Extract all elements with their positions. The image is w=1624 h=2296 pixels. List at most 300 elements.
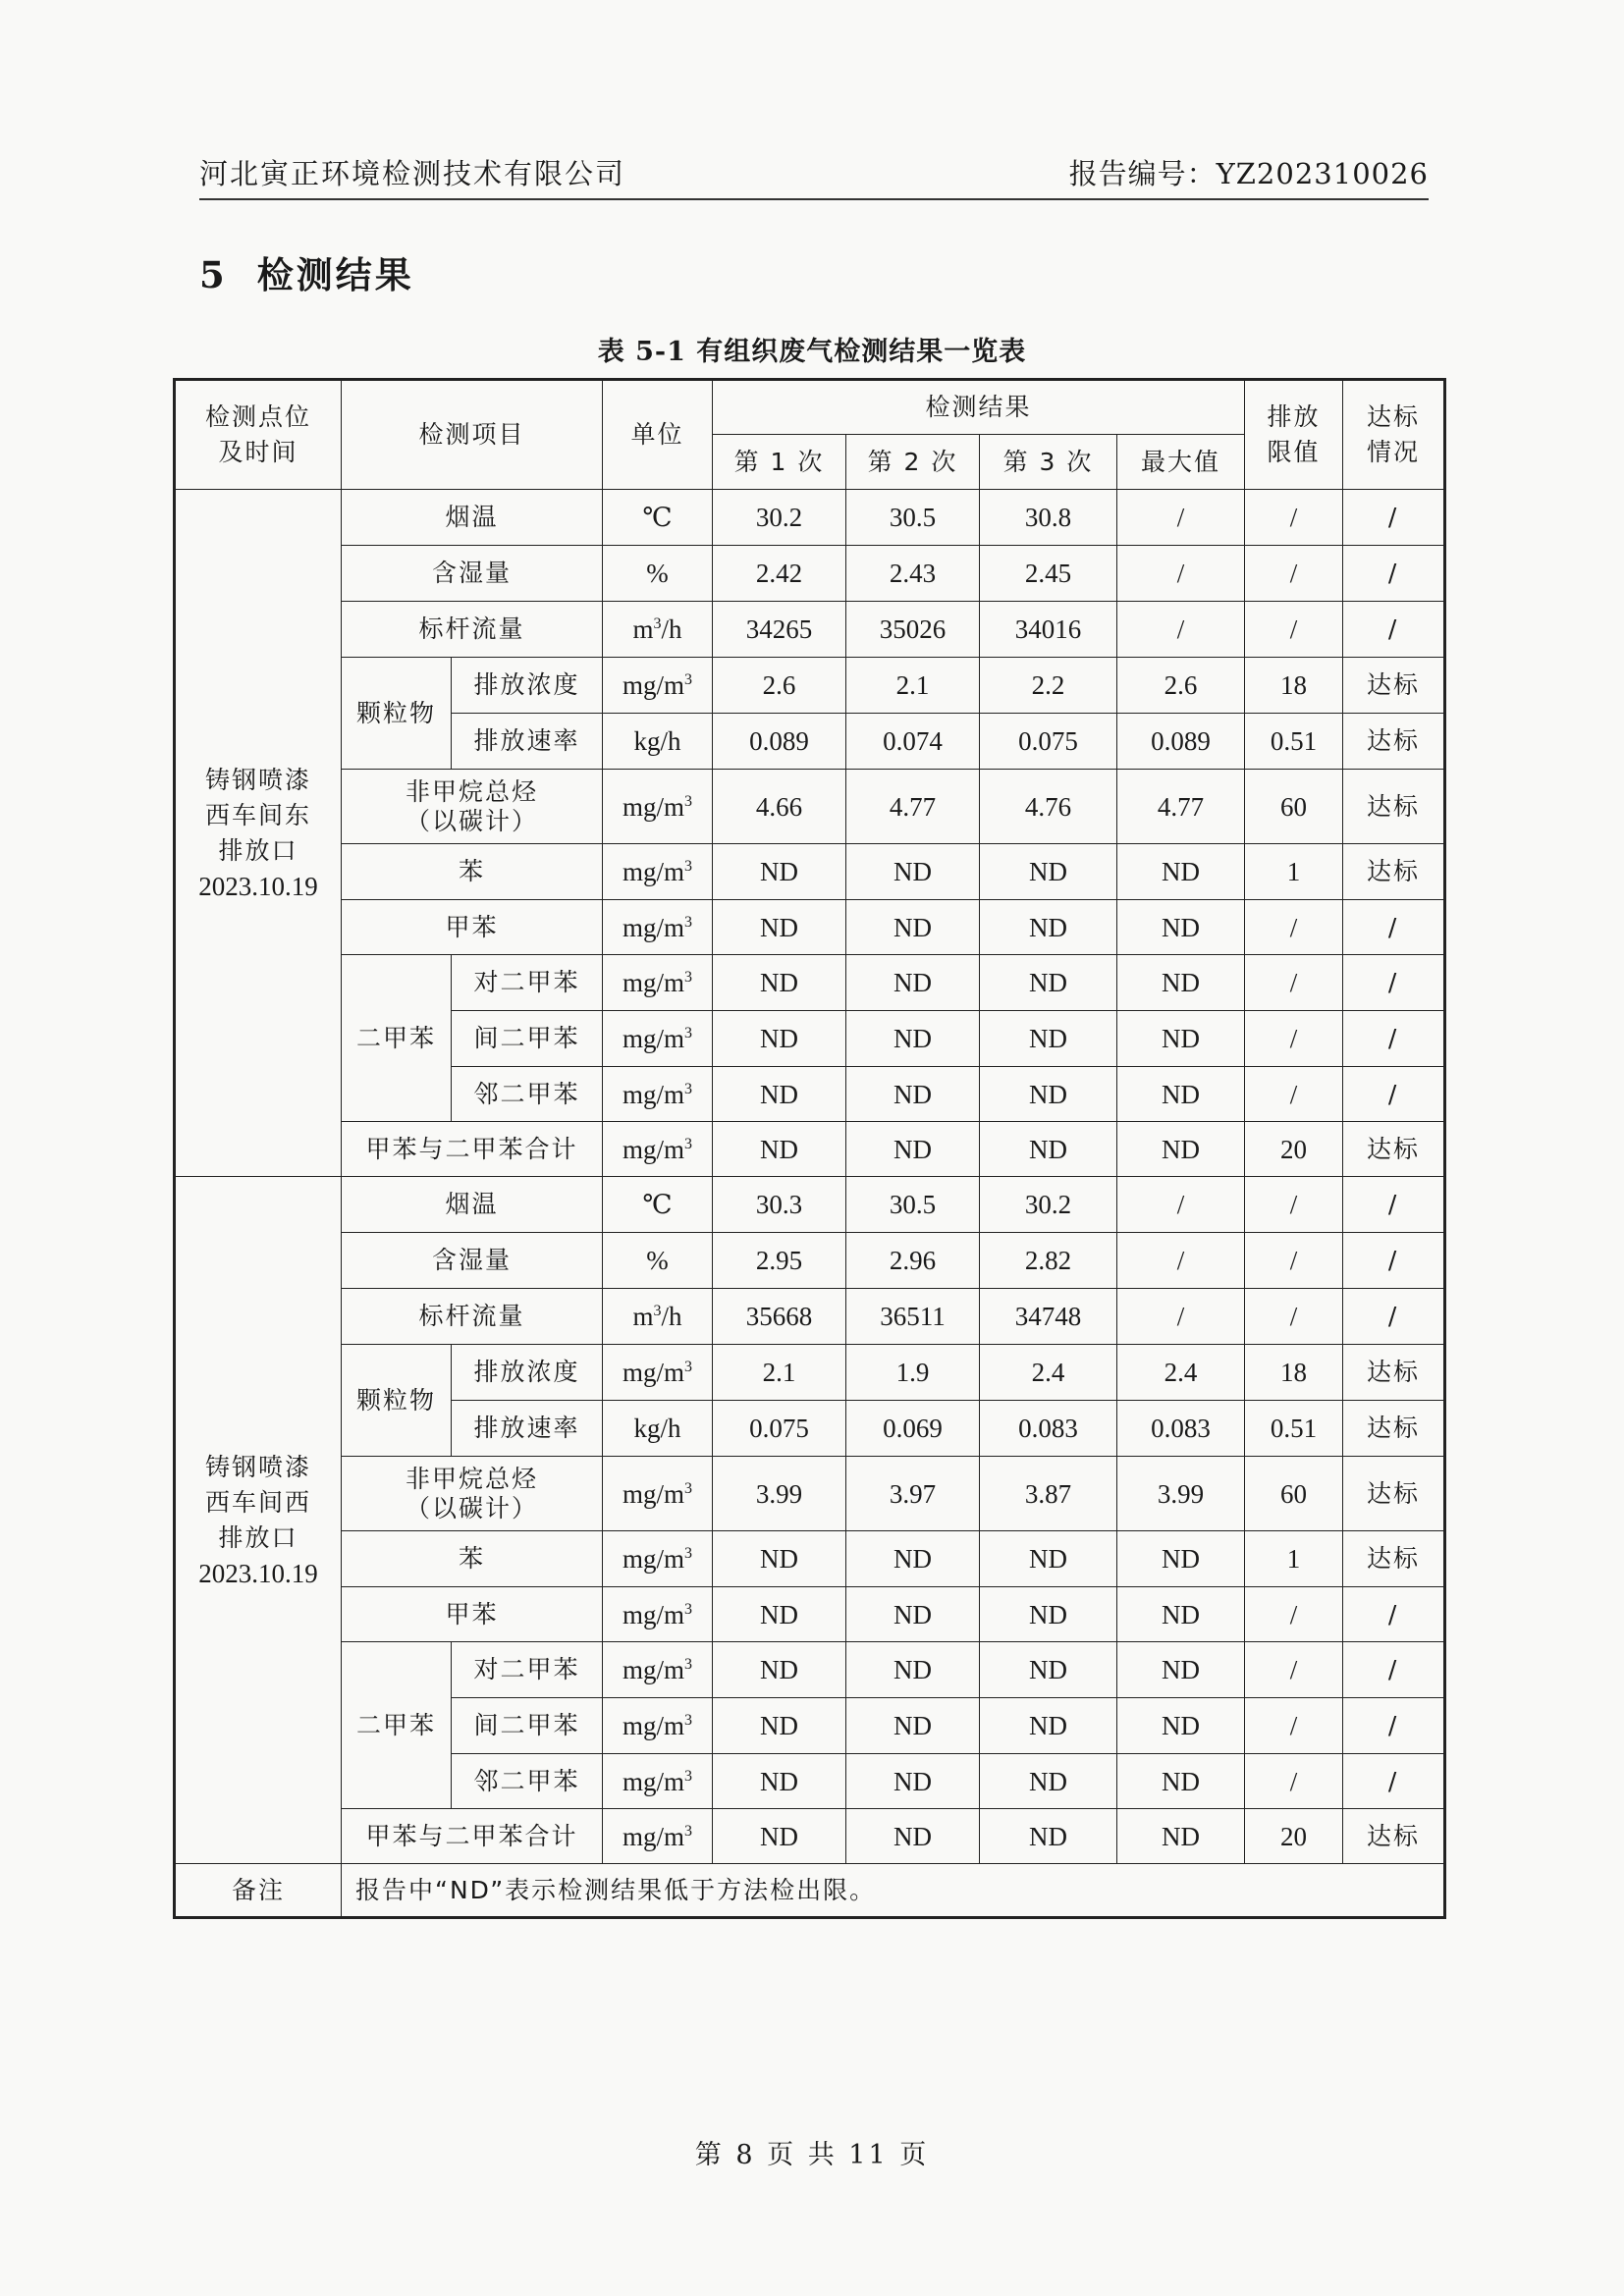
section-heading: 检测结果 bbox=[256, 253, 414, 296]
status-value: / bbox=[1343, 1289, 1445, 1345]
item-label: 甲苯 bbox=[342, 900, 603, 955]
run3-value: 2.4 bbox=[980, 1345, 1117, 1401]
unit-text: ℃ bbox=[642, 1190, 673, 1219]
run1-value: 0.075 bbox=[713, 1401, 846, 1457]
run1-value: 30.3 bbox=[713, 1177, 846, 1233]
unit-cell bbox=[603, 546, 713, 602]
unit-superscript: 3 bbox=[684, 1025, 693, 1041]
limit-value: / bbox=[1245, 602, 1343, 658]
max-value: ND bbox=[1117, 844, 1245, 900]
max-value: / bbox=[1117, 546, 1245, 602]
limit-value: / bbox=[1245, 1067, 1343, 1122]
run3-value: ND bbox=[980, 1809, 1117, 1864]
limit-value: / bbox=[1245, 1698, 1343, 1754]
unit-base: mg/m bbox=[623, 1478, 685, 1509]
limit-value: 1 bbox=[1245, 1531, 1343, 1587]
col-location-header bbox=[175, 380, 342, 490]
unit-base: mg/m bbox=[623, 912, 685, 942]
results-table bbox=[173, 378, 1446, 1919]
run3-value: ND bbox=[980, 1587, 1117, 1642]
unit-superscript: 3 bbox=[684, 1656, 693, 1673]
unit-cell bbox=[603, 658, 713, 714]
location-line: 铸钢喷漆 bbox=[204, 765, 311, 794]
table-row bbox=[175, 1345, 1445, 1401]
unit-cell bbox=[603, 1401, 713, 1457]
table-row bbox=[175, 1122, 1445, 1177]
max-value: / bbox=[1117, 1233, 1245, 1289]
col-location-line-2: 及时间 bbox=[218, 438, 298, 466]
status-value: 达标 bbox=[1343, 1457, 1445, 1531]
run2-value: 30.5 bbox=[846, 1177, 980, 1233]
remark-text: 报告中“ND”表示检测结果低于方法检出限。 bbox=[342, 1864, 1445, 1918]
xylene-label: 二甲苯 bbox=[342, 1642, 452, 1809]
run2-value: 30.5 bbox=[846, 490, 980, 546]
status-value: / bbox=[1343, 602, 1445, 658]
location-date: 2023.10.19 bbox=[198, 871, 318, 901]
limit-value: / bbox=[1245, 1177, 1343, 1233]
run3-value: 2.82 bbox=[980, 1233, 1117, 1289]
run3-value: 34016 bbox=[980, 602, 1117, 658]
max-value: / bbox=[1117, 1289, 1245, 1345]
location-date: 2023.10.19 bbox=[198, 1558, 318, 1588]
status-value: / bbox=[1343, 955, 1445, 1011]
col-results-header: 检测结果 bbox=[713, 380, 1245, 435]
item-label: 对二甲苯 bbox=[452, 1642, 603, 1698]
unit-cell bbox=[603, 1233, 713, 1289]
unit-cell bbox=[603, 1531, 713, 1587]
unit-cell bbox=[603, 1011, 713, 1067]
max-value: ND bbox=[1117, 1809, 1245, 1864]
item-label: 间二甲苯 bbox=[452, 1698, 603, 1754]
max-value: / bbox=[1117, 490, 1245, 546]
limit-value: / bbox=[1245, 1289, 1343, 1345]
run1-value: 2.42 bbox=[713, 546, 846, 602]
max-value: 0.089 bbox=[1117, 714, 1245, 770]
run1-value: 2.95 bbox=[713, 1233, 846, 1289]
status-value: / bbox=[1343, 1177, 1445, 1233]
unit-cell bbox=[603, 1122, 713, 1177]
limit-value: / bbox=[1245, 1587, 1343, 1642]
table-caption: 表 5-1 有组织废气检测结果一览表 bbox=[597, 337, 1027, 367]
status-value: 达标 bbox=[1343, 770, 1445, 844]
unit-superscript: 3 bbox=[684, 1359, 693, 1375]
col-run1-header: 第 1 次 bbox=[713, 435, 846, 490]
col-limit-line-2: 限值 bbox=[1267, 438, 1321, 466]
item-label: 排放速率 bbox=[452, 1401, 603, 1457]
unit-cell bbox=[603, 1345, 713, 1401]
unit-base: mg/m bbox=[623, 791, 685, 822]
run2-value: ND bbox=[846, 1698, 980, 1754]
unit-superscript: 3 bbox=[684, 1135, 693, 1152]
status-value: / bbox=[1343, 1587, 1445, 1642]
col-limit-line-1: 排放 bbox=[1267, 402, 1321, 431]
run1-value: ND bbox=[713, 900, 846, 955]
status-value: / bbox=[1343, 1067, 1445, 1122]
table-row bbox=[175, 955, 1445, 1011]
unit-text: % bbox=[646, 1246, 669, 1275]
unit-base: m bbox=[632, 614, 654, 644]
run3-value: 0.075 bbox=[980, 714, 1117, 770]
unit-cell bbox=[603, 770, 713, 844]
item-label: 对二甲苯 bbox=[452, 955, 603, 1011]
item-line: 非甲烷总烃 bbox=[406, 776, 539, 806]
run3-value: ND bbox=[980, 1531, 1117, 1587]
item-label bbox=[342, 770, 603, 844]
limit-value: / bbox=[1245, 546, 1343, 602]
unit-superscript: 3 bbox=[684, 671, 693, 688]
run3-value: 30.8 bbox=[980, 490, 1117, 546]
col-item-header: 检测项目 bbox=[342, 380, 603, 490]
max-value: ND bbox=[1117, 1011, 1245, 1067]
unit-superscript: 3 bbox=[684, 1822, 693, 1840]
run2-value: ND bbox=[846, 1011, 980, 1067]
status-value: 达标 bbox=[1343, 1531, 1445, 1587]
col-max-header: 最大值 bbox=[1117, 435, 1245, 490]
unit-text: kg/h bbox=[633, 1414, 681, 1443]
particulate-label: 颗粒物 bbox=[342, 1345, 452, 1457]
limit-value: 60 bbox=[1245, 1457, 1343, 1531]
unit-base: mg/m bbox=[623, 1711, 685, 1740]
col-status-header bbox=[1343, 380, 1445, 490]
company-name: 河北寅正环境检测技术有限公司 bbox=[199, 157, 626, 190]
unit-superscript: 3 bbox=[684, 858, 693, 875]
run1-value: ND bbox=[713, 1809, 846, 1864]
run2-value: 35026 bbox=[846, 602, 980, 658]
item-label: 甲苯与二甲苯合计 bbox=[342, 1809, 603, 1864]
table-row bbox=[175, 546, 1445, 602]
run2-value: 2.1 bbox=[846, 658, 980, 714]
run2-value: 0.074 bbox=[846, 714, 980, 770]
col-run3-header: 第 3 次 bbox=[980, 435, 1117, 490]
limit-value: / bbox=[1245, 955, 1343, 1011]
location-cell bbox=[175, 490, 342, 1177]
location-line: 西车间西 bbox=[204, 1487, 311, 1517]
run2-value: ND bbox=[846, 1809, 980, 1864]
table-row bbox=[175, 602, 1445, 658]
run3-value: ND bbox=[980, 1698, 1117, 1754]
item-label: 排放浓度 bbox=[452, 658, 603, 714]
run3-value: 34748 bbox=[980, 1289, 1117, 1345]
item-label bbox=[342, 1457, 603, 1531]
limit-value: 18 bbox=[1245, 1345, 1343, 1401]
run3-value: 30.2 bbox=[980, 1177, 1117, 1233]
unit-tail: /h bbox=[661, 1302, 682, 1331]
run2-value: 4.77 bbox=[846, 770, 980, 844]
run2-value: ND bbox=[846, 1642, 980, 1698]
status-value: 达标 bbox=[1343, 844, 1445, 900]
item-label: 标杆流量 bbox=[342, 602, 603, 658]
run2-value: ND bbox=[846, 1531, 980, 1587]
item-label: 排放速率 bbox=[452, 714, 603, 770]
table-row bbox=[175, 1642, 1445, 1698]
status-value: / bbox=[1343, 1011, 1445, 1067]
item-label: 苯 bbox=[342, 1531, 603, 1587]
unit-base: mg/m bbox=[623, 1358, 685, 1387]
max-value: 2.6 bbox=[1117, 658, 1245, 714]
run1-value: 2.1 bbox=[713, 1345, 846, 1401]
unit-cell bbox=[603, 714, 713, 770]
run2-value: ND bbox=[846, 1067, 980, 1122]
location-line: 西车间东 bbox=[204, 800, 311, 829]
run1-value: ND bbox=[713, 955, 846, 1011]
limit-value: / bbox=[1245, 1233, 1343, 1289]
page-header bbox=[199, 149, 1429, 200]
col-location-line-1: 检测点位 bbox=[204, 402, 311, 431]
table-row bbox=[175, 1587, 1445, 1642]
run1-value: ND bbox=[713, 1531, 846, 1587]
max-value: 0.083 bbox=[1117, 1401, 1245, 1457]
run2-value: ND bbox=[846, 1587, 980, 1642]
unit-cell bbox=[603, 1698, 713, 1754]
unit-superscript: 3 bbox=[653, 615, 662, 632]
location-line: 铸钢喷漆 bbox=[204, 1452, 311, 1481]
col-unit-header: 单位 bbox=[603, 380, 713, 490]
status-value: 达标 bbox=[1343, 1122, 1445, 1177]
run1-value: 35668 bbox=[713, 1289, 846, 1345]
limit-value: / bbox=[1245, 1642, 1343, 1698]
run1-value: ND bbox=[713, 844, 846, 900]
run2-value: 1.9 bbox=[846, 1345, 980, 1401]
unit-text: ℃ bbox=[642, 503, 673, 532]
unit-superscript: 3 bbox=[684, 969, 693, 986]
limit-value: / bbox=[1245, 1011, 1343, 1067]
status-value: / bbox=[1343, 1642, 1445, 1698]
max-value: / bbox=[1117, 1177, 1245, 1233]
run1-value: 0.089 bbox=[713, 714, 846, 770]
unit-cell bbox=[603, 1809, 713, 1864]
run3-value: 2.2 bbox=[980, 658, 1117, 714]
run1-value: ND bbox=[713, 1698, 846, 1754]
particulate-label: 颗粒物 bbox=[342, 658, 452, 770]
run1-value: 3.99 bbox=[713, 1457, 846, 1531]
max-value: ND bbox=[1117, 1122, 1245, 1177]
col-limit-header bbox=[1245, 380, 1343, 490]
run3-value: ND bbox=[980, 1011, 1117, 1067]
table-row bbox=[175, 1289, 1445, 1345]
max-value: ND bbox=[1117, 1642, 1245, 1698]
max-value: 3.99 bbox=[1117, 1457, 1245, 1531]
run1-value: 4.66 bbox=[713, 770, 846, 844]
limit-value: 18 bbox=[1245, 658, 1343, 714]
unit-base: mg/m bbox=[623, 1599, 685, 1629]
run2-value: ND bbox=[846, 1754, 980, 1809]
max-value: ND bbox=[1117, 1698, 1245, 1754]
col-status-line-1: 达标 bbox=[1367, 402, 1421, 431]
status-value: 达标 bbox=[1343, 714, 1445, 770]
unit-text: % bbox=[646, 559, 669, 588]
status-value: / bbox=[1343, 1698, 1445, 1754]
run1-value: ND bbox=[713, 1011, 846, 1067]
unit-base: mg/m bbox=[623, 1766, 685, 1796]
run2-value: 2.96 bbox=[846, 1233, 980, 1289]
unit-cell bbox=[603, 844, 713, 900]
unit-cell bbox=[603, 900, 713, 955]
limit-value: 0.51 bbox=[1245, 1401, 1343, 1457]
table-row bbox=[175, 844, 1445, 900]
run2-value: 0.069 bbox=[846, 1401, 980, 1457]
table-row bbox=[175, 1531, 1445, 1587]
table-row bbox=[175, 658, 1445, 714]
status-value: 达标 bbox=[1343, 1809, 1445, 1864]
unit-superscript: 3 bbox=[684, 1712, 693, 1729]
item-line: 非甲烷总烃 bbox=[406, 1464, 539, 1493]
status-value: 达标 bbox=[1343, 1345, 1445, 1401]
run1-value: 30.2 bbox=[713, 490, 846, 546]
run2-value: 2.43 bbox=[846, 546, 980, 602]
run3-value: ND bbox=[980, 1754, 1117, 1809]
limit-value: 20 bbox=[1245, 1809, 1343, 1864]
run3-value: ND bbox=[980, 844, 1117, 900]
run1-value: ND bbox=[713, 1587, 846, 1642]
unit-cell bbox=[603, 1177, 713, 1233]
run1-value: 2.6 bbox=[713, 658, 846, 714]
unit-cell bbox=[603, 1457, 713, 1531]
status-value: / bbox=[1343, 900, 1445, 955]
unit-superscript: 3 bbox=[684, 1479, 693, 1497]
table-row bbox=[175, 490, 1445, 546]
max-value: ND bbox=[1117, 900, 1245, 955]
run2-value: ND bbox=[846, 844, 980, 900]
status-value: / bbox=[1343, 1754, 1445, 1809]
unit-superscript: 3 bbox=[684, 1600, 693, 1618]
unit-base: m bbox=[632, 1302, 654, 1331]
limit-value: 1 bbox=[1245, 844, 1343, 900]
run1-value: ND bbox=[713, 1642, 846, 1698]
table-row bbox=[175, 770, 1445, 844]
unit-base: mg/m bbox=[623, 968, 685, 997]
unit-cell bbox=[603, 1067, 713, 1122]
status-value: 达标 bbox=[1343, 1401, 1445, 1457]
run2-value: 36511 bbox=[846, 1289, 980, 1345]
unit-superscript: 3 bbox=[684, 913, 693, 931]
status-value: 达标 bbox=[1343, 658, 1445, 714]
table-row bbox=[175, 900, 1445, 955]
run2-value: ND bbox=[846, 900, 980, 955]
location-line: 排放口 bbox=[218, 1522, 298, 1552]
item-label: 烟温 bbox=[342, 490, 603, 546]
run3-value: 0.083 bbox=[980, 1401, 1117, 1457]
unit-tail: /h bbox=[661, 614, 682, 644]
run3-value: 3.87 bbox=[980, 1457, 1117, 1531]
remark-label: 备注 bbox=[175, 1864, 342, 1918]
xylene-label: 二甲苯 bbox=[342, 955, 452, 1122]
page-footer: 第 8 页 共 11 页 bbox=[694, 2140, 930, 2170]
status-value: / bbox=[1343, 1233, 1445, 1289]
max-value: 2.4 bbox=[1117, 1345, 1245, 1401]
table-row bbox=[175, 1809, 1445, 1864]
unit-superscript: 3 bbox=[684, 1767, 693, 1785]
run3-value: 2.45 bbox=[980, 546, 1117, 602]
unit-superscript: 3 bbox=[684, 792, 693, 810]
remark-row bbox=[175, 1864, 1445, 1918]
section-title bbox=[199, 245, 414, 298]
unit-base: mg/m bbox=[623, 857, 685, 886]
max-value: 4.77 bbox=[1117, 770, 1245, 844]
unit-base: mg/m bbox=[623, 1134, 685, 1164]
item-line: （以碳计） bbox=[406, 806, 539, 835]
item-label: 甲苯 bbox=[342, 1587, 603, 1642]
run2-value: 3.97 bbox=[846, 1457, 980, 1531]
item-label: 邻二甲苯 bbox=[452, 1754, 603, 1809]
item-label: 邻二甲苯 bbox=[452, 1067, 603, 1122]
item-line: （以碳计） bbox=[406, 1493, 539, 1522]
unit-superscript: 3 bbox=[684, 1545, 693, 1562]
unit-base: mg/m bbox=[623, 1821, 685, 1851]
run3-value: ND bbox=[980, 900, 1117, 955]
max-value: ND bbox=[1117, 1754, 1245, 1809]
unit-superscript: 3 bbox=[653, 1303, 662, 1319]
unit-text: kg/h bbox=[633, 726, 681, 756]
run1-value: ND bbox=[713, 1067, 846, 1122]
item-label: 排放浓度 bbox=[452, 1345, 603, 1401]
unit-cell bbox=[603, 955, 713, 1011]
unit-base: mg/m bbox=[623, 1544, 685, 1574]
item-label: 含湿量 bbox=[342, 546, 603, 602]
run3-value: ND bbox=[980, 1642, 1117, 1698]
unit-base: mg/m bbox=[623, 1079, 685, 1109]
unit-cell bbox=[603, 1289, 713, 1345]
max-value: ND bbox=[1117, 1587, 1245, 1642]
run3-value: ND bbox=[980, 1122, 1117, 1177]
table-row bbox=[175, 1233, 1445, 1289]
item-label: 苯 bbox=[342, 844, 603, 900]
limit-value: / bbox=[1245, 490, 1343, 546]
unit-cell bbox=[603, 1754, 713, 1809]
section-number: 5 bbox=[199, 253, 228, 296]
unit-cell bbox=[603, 602, 713, 658]
status-value: / bbox=[1343, 490, 1445, 546]
item-label: 间二甲苯 bbox=[452, 1011, 603, 1067]
report-number: 报告编号：YZ202310026 bbox=[1068, 157, 1429, 190]
limit-value: / bbox=[1245, 900, 1343, 955]
unit-base: mg/m bbox=[623, 670, 685, 700]
limit-value: 60 bbox=[1245, 770, 1343, 844]
run3-value: ND bbox=[980, 1067, 1117, 1122]
location-cell bbox=[175, 1177, 342, 1864]
unit-cell bbox=[603, 1642, 713, 1698]
unit-cell bbox=[603, 1587, 713, 1642]
limit-value: / bbox=[1245, 1754, 1343, 1809]
unit-base: mg/m bbox=[623, 1024, 685, 1053]
unit-superscript: 3 bbox=[684, 1080, 693, 1097]
run3-value: ND bbox=[980, 955, 1117, 1011]
item-label: 甲苯与二甲苯合计 bbox=[342, 1122, 603, 1177]
run2-value: ND bbox=[846, 1122, 980, 1177]
item-label: 烟温 bbox=[342, 1177, 603, 1233]
table-row bbox=[175, 1177, 1445, 1233]
limit-value: 20 bbox=[1245, 1122, 1343, 1177]
col-run2-header: 第 2 次 bbox=[846, 435, 980, 490]
status-value: / bbox=[1343, 546, 1445, 602]
max-value: ND bbox=[1117, 1067, 1245, 1122]
run1-value: ND bbox=[713, 1122, 846, 1177]
unit-cell bbox=[603, 490, 713, 546]
max-value: / bbox=[1117, 602, 1245, 658]
run3-value: 4.76 bbox=[980, 770, 1117, 844]
max-value: ND bbox=[1117, 1531, 1245, 1587]
run1-value: 34265 bbox=[713, 602, 846, 658]
item-label: 标杆流量 bbox=[342, 1289, 603, 1345]
location-line: 排放口 bbox=[218, 835, 298, 865]
limit-value: 0.51 bbox=[1245, 714, 1343, 770]
header-row-1 bbox=[175, 380, 1445, 435]
item-label: 含湿量 bbox=[342, 1233, 603, 1289]
table-row bbox=[175, 1457, 1445, 1531]
run2-value: ND bbox=[846, 955, 980, 1011]
max-value: ND bbox=[1117, 955, 1245, 1011]
col-status-line-2: 情况 bbox=[1367, 438, 1421, 466]
unit-base: mg/m bbox=[623, 1655, 685, 1684]
